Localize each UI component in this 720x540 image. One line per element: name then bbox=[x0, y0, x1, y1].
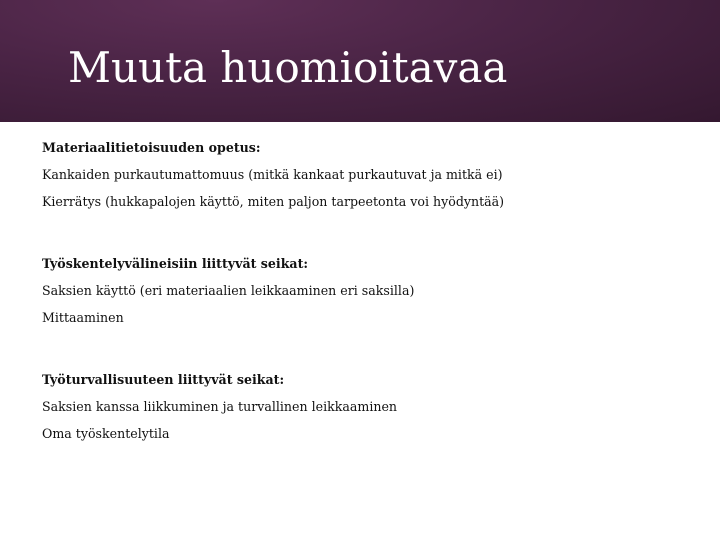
section-line: Saksien kanssa liikkuminen ja turvallinen leikkaaminen bbox=[42, 399, 398, 414]
slide-body bbox=[42, 139, 702, 452]
section-heading: Työskentelyvälineisiin liittyvät seikat: bbox=[42, 256, 309, 271]
section-line: Oma työskentelytila bbox=[42, 426, 170, 441]
section-line: Saksien käyttö (eri materiaalien leikkaaminen eri saksilla) bbox=[42, 283, 415, 298]
section-line: Kankaiden purkautumattomuus (mitkä kankaat purkautuvat ja mitkä ei) bbox=[42, 167, 503, 182]
section-materials bbox=[42, 139, 702, 211]
section-line: Kierrätys (hukkapalojen käyttö, miten paljon tarpeetonta voi hyödyntää) bbox=[42, 194, 505, 209]
slide-title: Muuta huomioitavaa bbox=[68, 43, 508, 92]
section-tools bbox=[42, 255, 702, 327]
section-line: Mittaaminen bbox=[42, 310, 124, 325]
section-heading: Materiaalitietoisuuden opetus: bbox=[42, 140, 261, 155]
slide-header bbox=[0, 0, 720, 122]
section-heading: Työturvallisuuteen liittyvät seikat: bbox=[42, 372, 285, 387]
section-safety bbox=[42, 371, 702, 443]
